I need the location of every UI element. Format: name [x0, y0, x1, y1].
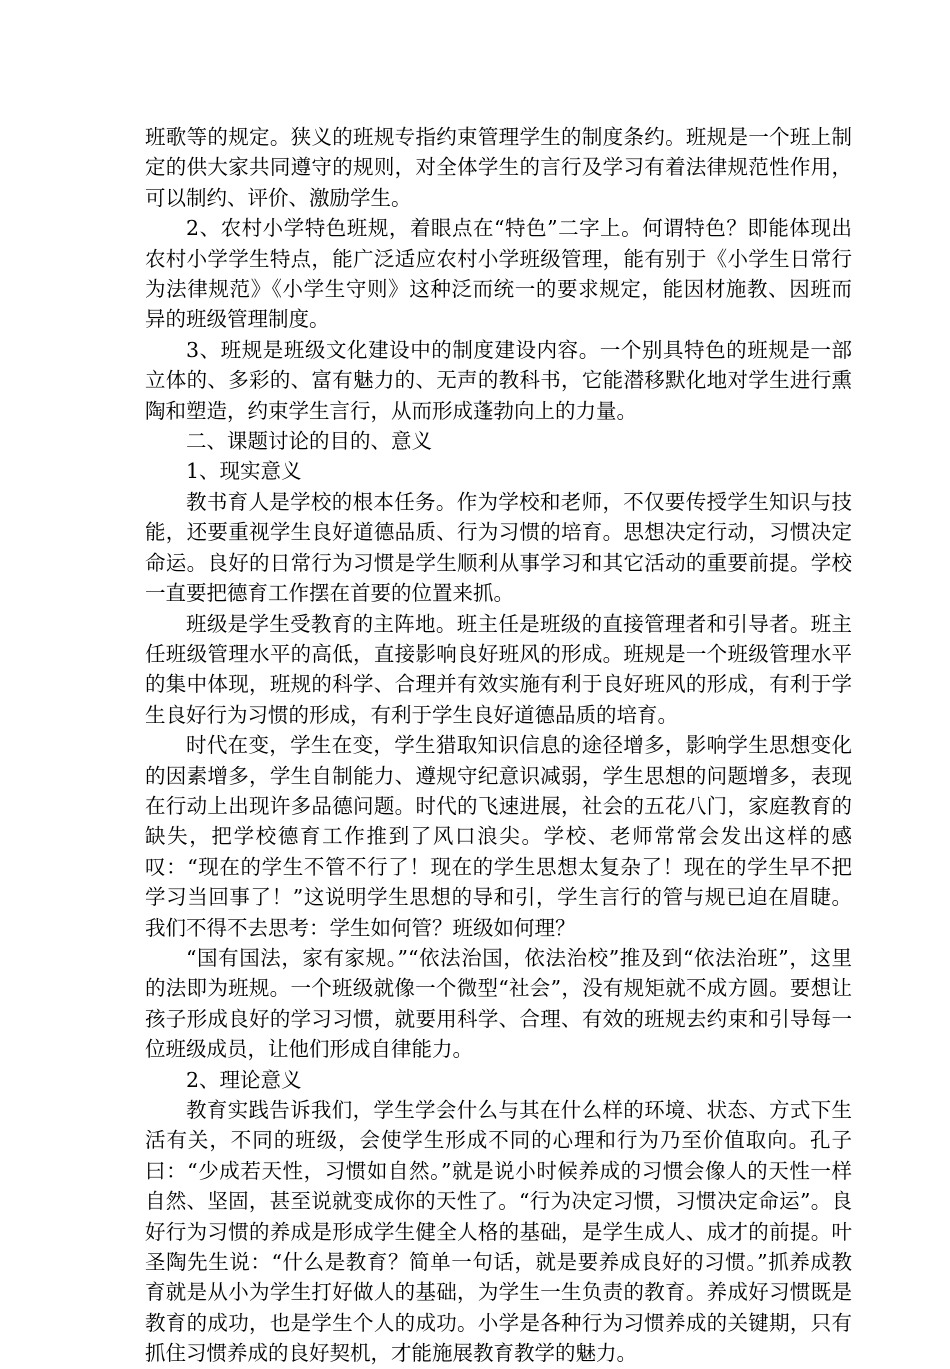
- document-page: [145, 122, 852, 1369]
- paragraph-point-2: 2、农村小学特色班规，着眼点在“特色”二字上。何谓特色？即能体现出农村小学学生特点，能广泛适应农村小学班级管理，能有别于《小学生日常行为法律规范》《小学生守则》这种泛而统一的要求规定，能因材施教、因班而异的班级管理制度。: [145, 216, 852, 332]
- paragraph-education-practice: 教育实践告诉我们，学生学会什么与其在什么样的环境、状态、方式下生活有关，不同的班级，会使学生形成不同的心理和行为乃至价值取向。孔子曰：“少成若天性，习惯如自然。”就是说小时候养成的习惯会像人的天性一样自然、坚固，甚至说就变成你的天性了。“行为决定习惯，习惯决定命运”。良好行为习惯的养成是形成学生健全人格的基础，是学生成人、成才的前提。叶圣陶先生说：“什么是教育？简单一句话，就是要养成良好的习惯。”抓养成教育就是从小为学生打好做人的基础，为学生一生负责的教育。养成好习惯既是教育的成功，也是学生个人的成功。小学是各种行为习惯养成的关键期，只有抓住习惯养成的良好契机，才能施展教育教学的魅力。: [145, 1098, 852, 1366]
- paragraph-teaching: 教书育人是学校的根本任务。作为学校和老师，不仅要传授学生知识与技能，还要重视学生良好道德品质、行为习惯的培育。思想决定行动，习惯决定命运。良好的日常行为习惯是学生顺利从事学习和其它活动的重要前提。学校一直要把德育工作摆在首要的位置来抓。: [145, 489, 852, 606]
- section-heading-purpose: 二、课题讨论的目的、意义: [186, 429, 432, 454]
- paragraph-rule-of-law: “国有国法，家有家规。”“依法治国，依法治校”推及到“依法治班”，这里的法即为班规。一个班级就像一个微型“社会”，没有规矩就不成方圆。要想让孩子形成良好的学习习惯，就要用科学、合理、有效的班规去约束和引导每一位班级成员，让他们形成自律能力。: [145, 945, 852, 1062]
- subheading-practical-significance: 1、现实意义: [186, 459, 302, 484]
- paragraph-definition: 班歌等的规定。狭义的班规专指约束管理学生的制度条约。班规是一个班上制定的供大家共同遵守的规则，对全体学生的言行及学习有着法律规范性作用，可以制约、评价、激励学生。: [145, 125, 852, 210]
- paragraph-point-3: 3、班规是班级文化建设中的制度建设内容。一个别具特色的班规是一部立体的、多彩的、富有魅力的、无声的教科书，它能潜移默化地对学生进行熏陶和塑造，约束学生言行，从而形成蓬勃向上的力量。: [145, 337, 852, 423]
- subheading-theoretical-significance: 2、理论意义: [186, 1067, 302, 1092]
- paragraph-times: 时代在变，学生在变，学生猎取知识信息的途径增多，影响学生思想变化的因素增多，学生自制能力、遵规守纪意识减弱，学生思想的问题增多，表现在行动上出现许多品德问题。时代的飞速进展，社会的五花八门，家庭教育的缺失，把学校德育工作推到了风口浪尖。学校、老师常常会发出这样的感叹：“现在的学生不管不行了！现在的学生思想太复杂了！现在的学生早不把学习当回事了！”这说明学生思想的导和引，学生言行的管与规已迫在眉睫。我们不得不去思考：学生如何管？班级如何理？: [145, 733, 852, 940]
- paragraph-class: 班级是学生受教育的主阵地。班主任是班级的直接管理者和引导者。班主任班级管理水平的高低，直接影响良好班风的形成。班规是一个班级管理水平的集中体现，班规的科学、合理并有效实施有利于良好班风的形成，有利于学生良好行为习惯的形成，有利于学生良好道德品质的培育。: [145, 611, 852, 727]
